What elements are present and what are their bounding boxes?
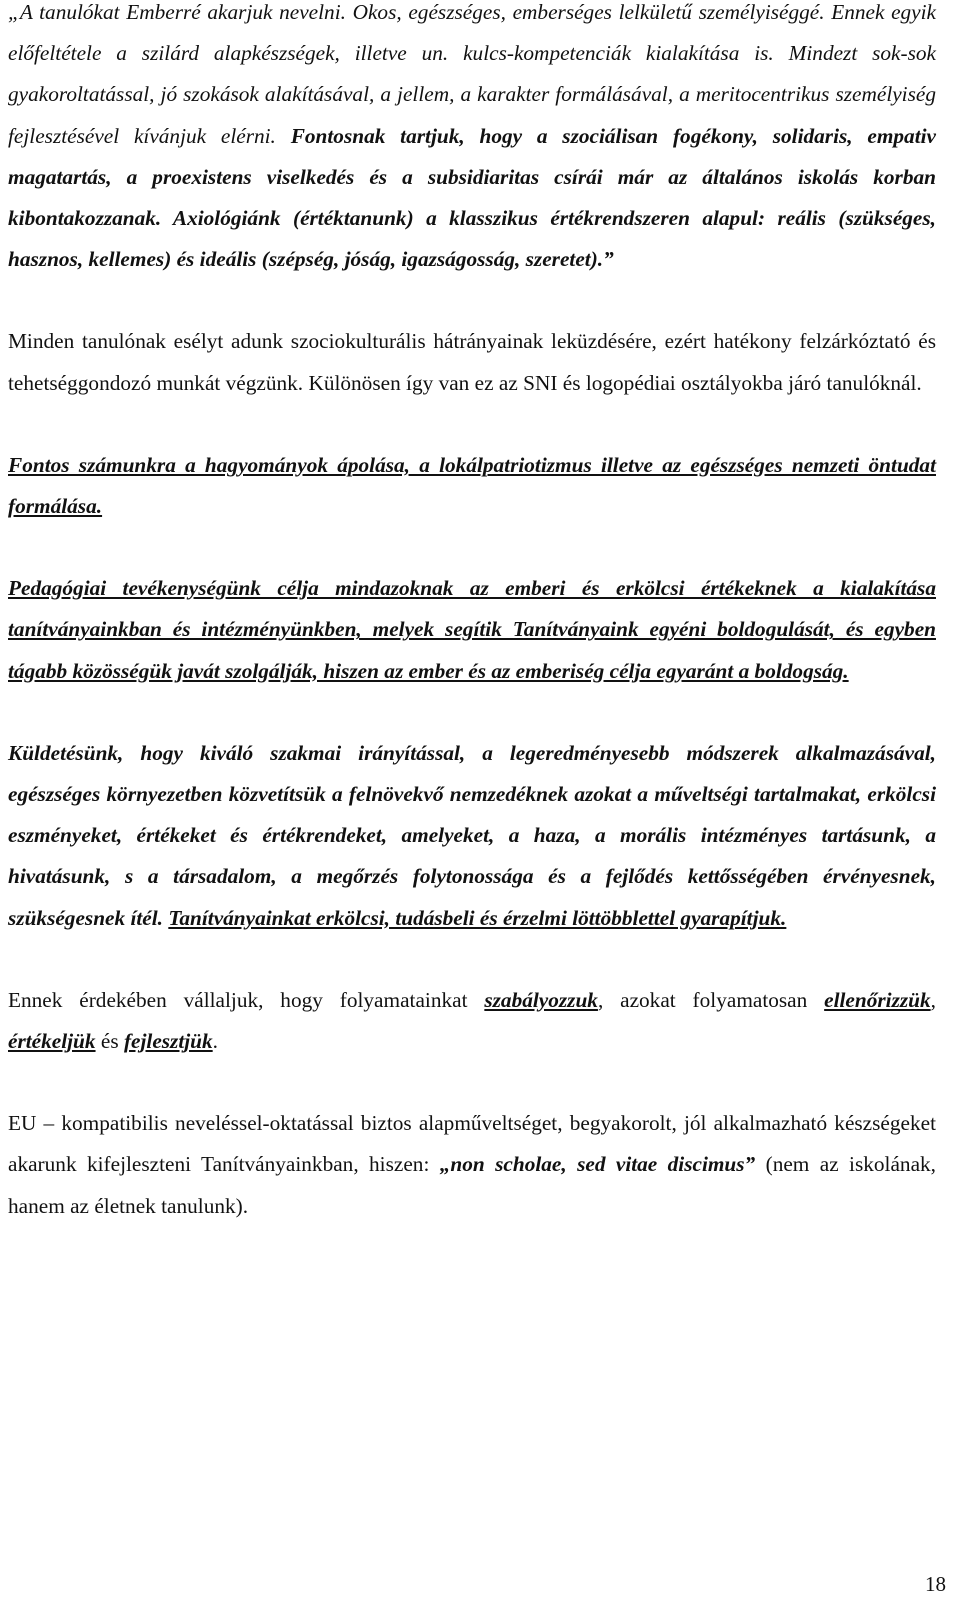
commitment-comma: , — [930, 987, 936, 1012]
paragraph-commitment — [8, 980, 936, 1062]
equal-opportunity-text: Minden tanulónak esélyt adunk szociokulturális hátrányainak leküzdésére, ezért hatékony felzárkóztató és tehetséggondozó munkát végzünk. Különösen így van ez az SNI és logopédiai osztályokba járó tanulóknál. — [8, 329, 936, 395]
paragraph-eu-compatibility — [8, 1103, 936, 1227]
latin-motto: „non scholae, sed vitae discimus” — [439, 1152, 756, 1177]
keyword-check: ellenőrizzük — [824, 987, 931, 1012]
document-page — [8, 0, 936, 1227]
commitment-lead-text: Ennek érdekében vállaljuk, hogy folyamatainkat — [8, 987, 485, 1012]
eu-compatibility-text: EU – kompatibilis neveléssel-oktatással biztos alapműveltséget, begyakorolt, jól alkalmazható készségeket akarunk kifejleszteni Tanítványainkban, hiszen: — [8, 1111, 936, 1177]
traditions-text: Fontos számunkra a hagyományok ápolása, a lokálpatriotizmus illetve az egészséges nemzeti öntudat formálása. — [8, 452, 936, 519]
mission-closing-text: Tanítványainkat erkölcsi, tudásbeli és érzelmi löttöbblettel gyarapítjuk. — [168, 905, 787, 930]
motto-translation: (nem az iskolának, hanem az életnek tanulunk). — [8, 1152, 936, 1218]
keyword-evaluate: értékeljük — [8, 1029, 96, 1054]
paragraph-pedagogical-goal — [8, 568, 936, 692]
mission-text: Küldetésünk, hogy kiváló szakmai irányítással, a legeredményesebb módszerek alkalmazásával, egészséges környezetben közvetítsük a felnövekvő nemzedéknek azokat a műveltségi tartalmakat, erkölcsi eszményeket, értékeket és értékrendeket, amelyeket, a haza, a morális intézményes tartásunk, a hivatásunk, s a társadalom, a megőrzés folytonossága és a fejlődés kettősségében érvényesnek, szükségesnek ítél. — [8, 740, 936, 930]
commitment-mid-text: , azokat folyamatosan — [597, 987, 825, 1012]
keyword-regulate: szabályozzuk — [484, 987, 598, 1012]
paragraph-mission-quote — [8, 0, 936, 280]
paragraph-equal-opportunity — [8, 321, 936, 403]
page-number: 18 — [925, 1572, 946, 1596]
paragraph-mission — [8, 733, 936, 939]
quote-intro-text: „A tanulókat Emberré akarjuk nevelni. Okos, egészséges, emberséges lelkületű személyiséggé. Ennek egyik előfeltétele a szilárd alapkészségek, illetve un. kulcs-kompetenciák kialakítása is. Mindezt sok-sok gyakoroltatással, jó szokások alakításával, a jellem, a karakter formálásával, a meritocentrikus személyiség fejlesztésével kívánjuk elérni. — [8, 0, 936, 148]
quote-values-text: Fontosnak tartjuk, hogy a szociálisan fogékony, solidaris, empativ magatartás, a proexistens viselkedés és a subsidiaritas csírái már az általános iskolás korban kibontakozzanak. Axiológiánk (értéktanunk) a klasszikus értékrendszeren alapul: reális (szükséges, hasznos, kellemes) és ideális (szépség, jóság, igazságosság, szeretet).” — [8, 123, 936, 272]
commitment-and: és — [95, 1029, 124, 1054]
commitment-period: . — [212, 1029, 218, 1054]
pedagogical-goal-text: Pedagógiai tevékenységünk célja mindazoknak az emberi és erkölcsi értékeknek a kialakítása tanítványainkban és intézményünkben, melyek segítik Tanítványaink egyéni boldogulását, és egyben tágabb közösségük javát szolgálják, hiszen az ember és az emberiség célja egyaránt a boldogság. — [8, 576, 936, 683]
keyword-develop: fejlesztjük — [123, 1029, 213, 1054]
paragraph-traditions — [8, 445, 936, 527]
